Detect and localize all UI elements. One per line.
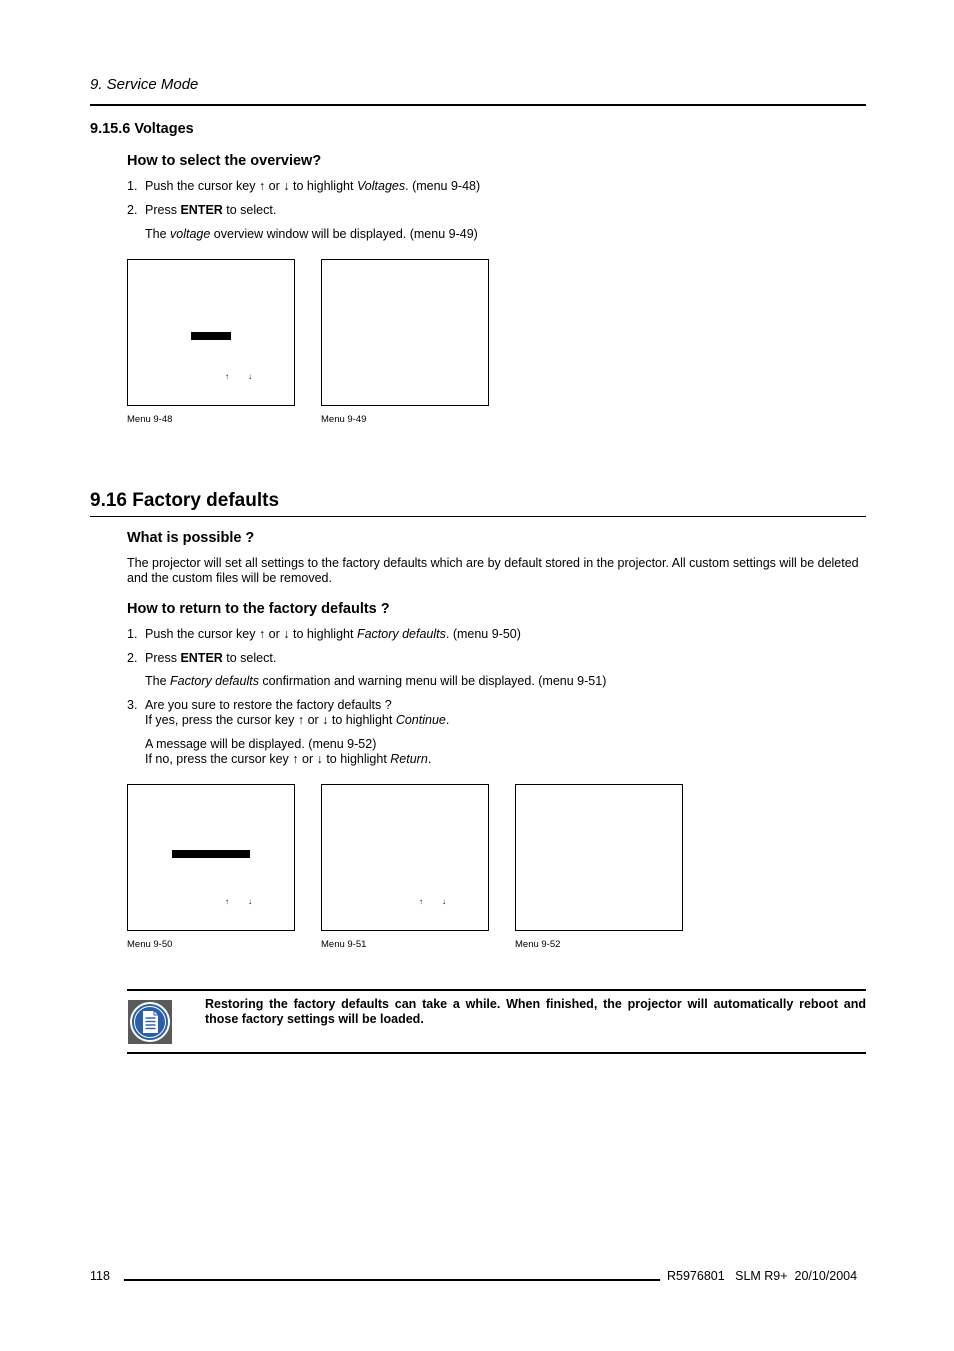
arrow-down-icon: ↓ (283, 627, 290, 641)
factory-step-3-message: A message will be displayed. (menu 9-52) (145, 737, 377, 751)
factory-step-3-no: If no, press the cursor key ↑ or ↓ to highlight Return. (145, 752, 432, 766)
voltages-step-2: 2. Press ENTER to select. (127, 203, 277, 217)
menu-highlight-bar (172, 850, 250, 858)
arrow-up-icon: ↑ (292, 752, 299, 766)
note-text (205, 997, 866, 1027)
section-rule (90, 516, 866, 517)
page-number: 118 (90, 1269, 110, 1283)
arrow-down-icon: ↓ (248, 897, 252, 906)
arrow-down-icon: ↓ (248, 372, 252, 381)
footer-rule (124, 1279, 660, 1281)
header-rule (90, 104, 866, 106)
menu-caption: Menu 9-50 (127, 939, 173, 950)
subheading-select-overview: How to select the overview? (127, 153, 322, 169)
arrow-down-icon: ↓ (442, 897, 446, 906)
section-heading-factory-defaults: 9.16 Factory defaults (90, 490, 280, 511)
arrow-up-icon: ↑ (225, 372, 229, 381)
arrow-up-icon: ↑ (297, 713, 305, 727)
factory-step-2-note: The Factory defaults confirmation and warning menu will be displayed. (menu 9-51) (145, 674, 607, 688)
voltages-step-2-note: The voltage overview window will be displayed. (menu 9-49) (145, 227, 478, 241)
note-line: those factory settings will be loaded. (205, 1012, 424, 1026)
arrow-up-icon: ↑ (258, 179, 266, 193)
factory-step-3-yes: If yes, press the cursor key ↑ or ↓ to highlight Continue. (145, 713, 450, 727)
info-document-icon (128, 1000, 172, 1044)
document-reference: R5976801 SLM R9+ 20/10/2004 (667, 1269, 858, 1283)
factory-step-2: 2. Press ENTER to select. (127, 651, 277, 665)
factory-step-3: 3. Are you sure to restore the factory defaults ? (127, 698, 392, 712)
menu-screenshot-9-51 (321, 784, 489, 931)
menu-highlight-bar (191, 332, 231, 340)
menu-screenshot-9-50 (127, 784, 295, 931)
menu-caption: Menu 9-48 (127, 414, 173, 425)
menu-screenshot-9-52 (515, 784, 683, 931)
voltages-step-1: 1. Push the cursor key ↑ or ↓ to highlight Voltages. (menu 9-48) (127, 179, 481, 193)
note-top-rule (127, 989, 866, 991)
arrow-up-icon: ↑ (419, 897, 423, 906)
chapter-header: 9. Service Mode (90, 76, 199, 93)
menu-caption: Menu 9-49 (321, 414, 367, 425)
arrow-down-icon: ↓ (322, 713, 329, 727)
menu-screenshot-9-49 (321, 259, 489, 406)
info-document-icon-svg (128, 1000, 172, 1044)
note-line: Restoring the factory defaults can take a while. When finished, the projector will automatically reboot and (205, 997, 866, 1011)
paragraph-line: and the custom files will be removed. (127, 571, 332, 585)
note-bottom-rule (127, 1052, 866, 1054)
menu-caption: Menu 9-52 (515, 939, 561, 950)
subheading-what-is-possible: What is possible ? (127, 530, 255, 546)
subheading-how-to-return: How to return to the factory defaults ? (127, 601, 390, 617)
section-heading-voltages: 9.15.6 Voltages (90, 121, 194, 137)
paragraph-line: The projector will set all settings to the factory defaults which are by default stored in the projector. All custom settings will be deleted (127, 556, 859, 570)
factory-step-1: 1. Push the cursor key ↑ or ↓ to highlight Factory defaults. (menu 9-50) (127, 627, 521, 641)
menu-screenshot-9-48 (127, 259, 295, 406)
arrow-down-icon: ↓ (283, 179, 290, 193)
menu-caption: Menu 9-51 (321, 939, 367, 950)
arrow-up-icon: ↑ (225, 897, 229, 906)
arrow-up-icon: ↑ (258, 627, 266, 641)
arrow-down-icon: ↓ (316, 752, 323, 766)
